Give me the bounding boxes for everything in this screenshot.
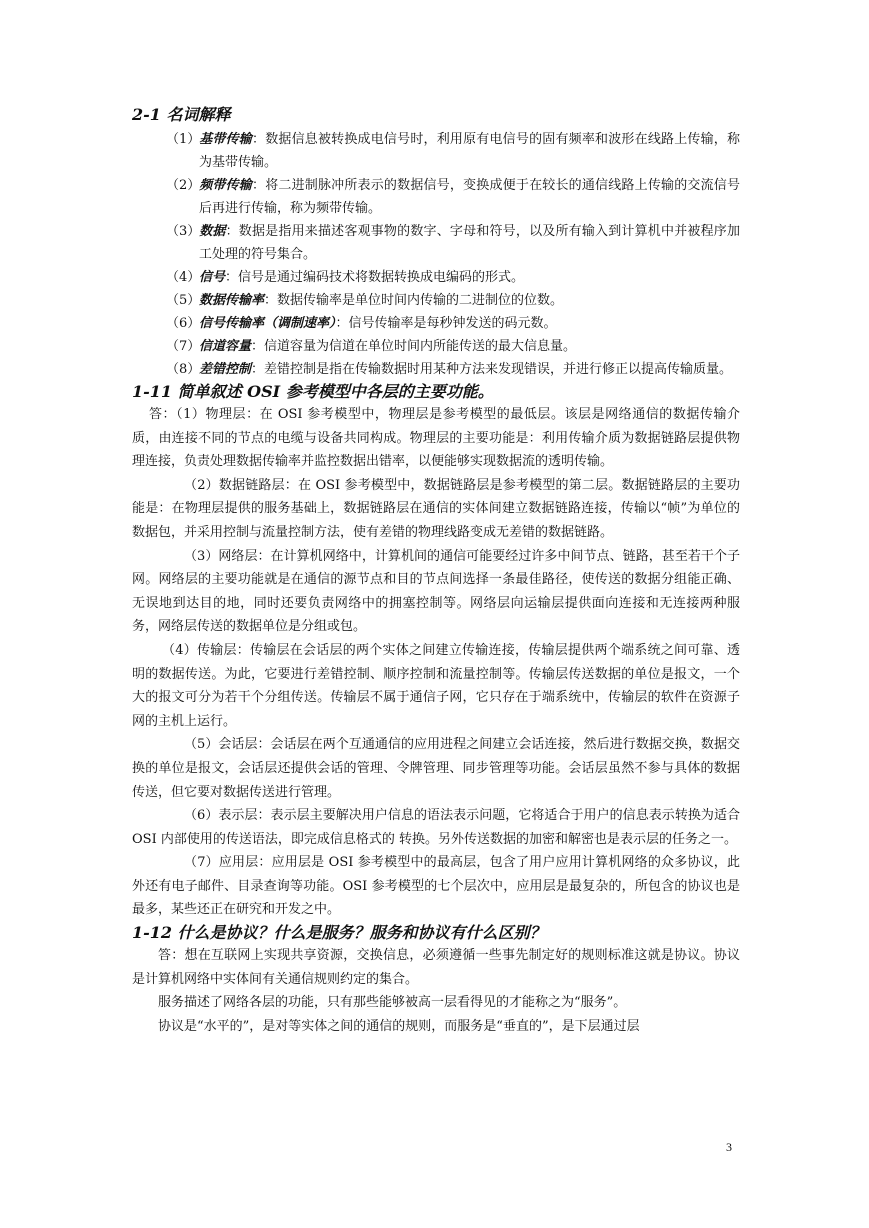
term-separator: ： [251,339,265,354]
item-number: （8） [166,362,201,377]
answer-paragraph: 答：想在互联网上实现共享资源，交换信息，必须遵循一些事先制定好的规则标准这就是协议。协议是计算机网络中实体间有关通信规则约定的集合。 [132,948,740,987]
page-number: 3 [726,1140,732,1154]
term: 数据传输率 [199,293,265,308]
definition-text: 差错控制是指在传输数据时用某种方法来发现错误，并进行修正以提高传输质量。 [264,362,733,377]
term: 信道容量 [199,339,252,354]
item-number: （2） [166,178,201,193]
item-number: （7） [166,339,201,354]
term-separator: ： [251,132,266,147]
term: 基带传输 [199,132,252,147]
answer-paragraph: （6）表示层：表示层主要解决用户信息的语法表示问题，它将适合于用户的信息表示转换为适合 OSI 内部使用的传送语法，即完成信息格式的 转换。另外传送数据的加密和解密也是表示层的任务之一。 [132,808,740,847]
definition-text: 信号传输率是每秒钟发送的码元数。 [348,316,557,331]
definition-item [132,128,740,174]
definition-item [132,358,740,381]
section-2-1-title: 2-1 名词解释 [132,105,231,124]
answer-paragraph: （3）网络层：在计算机网络中，计算机间的通信可能要经过许多中间节点、链路，甚至若干个子网。网络层的主要功能就是在通信的源节点和目的节点间选择一条最佳路径，使传送的数据分组能正确、无误地到达目的地，同时还要负责网络中的拥塞控制等。网络层向运输层提供面向连接和无连接两种服务，网络层传送的数据单位是分组或包。 [132,548,740,635]
item-number: （4） [166,270,201,285]
definition-item [132,174,740,220]
term: 差错控制 [199,362,252,377]
definition-item [132,289,740,312]
term-separator: ： [335,316,349,331]
answer-paragraph: 答：（1）物理层：在 OSI 参考模型中，物理层是参考模型的最低层。该层是网络通信的数据传输介质，由连接不同的节点的电缆与设备共同构成。物理层的主要功能是：利用传输介质为数据链路层提供物理连接，负责处理数据传输率并监控数据出错率，以便能够实现数据流的透明传输。 [132,407,740,470]
section-1-11-title: 1-11 简单叙述 OSI 参考模型中各层的主要功能。 [132,382,494,401]
item-number: （3） [166,224,201,239]
term-separator: ： [264,293,278,308]
term-separator: ： [225,224,239,239]
term-separator: ： [225,270,239,285]
definition-text: 数据信息被转换成电信号时，利用原有电信号的固有频率和波形在线路上传输，称为基带传输。 [199,132,740,170]
definition-text: 数据传输率是单位时间内传输的二进制位的位数。 [277,293,564,308]
definition-list [132,128,740,381]
answer-paragraph: （4）传输层：传输层在会话层的两个实体之间建立传输连接，传输层提供两个端系统之间可靠、透明的数据传送。为此，它要进行差错控制、顺序控制和流量控制等。传输层传送数据的单位是报文，一个大的报文可分为若干个分组传送。传输层不属于通信子网，它只存在于端系统中，传输层的软件在资源子网的主机上运行。 [132,642,740,729]
section-1-12-title: 1-12 什么是协议？什么是服务？服务和协议有什么区别？ [132,923,546,943]
term: 数据 [199,224,226,239]
definition-text: 将二进制脉冲所表示的数据信号，变换成便于在较长的通信线路上传输的交流信号后再进行传输，称为频带传输。 [199,178,740,216]
item-number: （5） [166,293,201,308]
definition-item [132,266,740,289]
answer-paragraph: （5）会话层：会话层在两个互通通信的应用进程之间建立会话连接，然后进行数据交换，数据交换的单位是报文，会话层还提供会话的管理、令牌管理、同步管理等功能。会话层虽然不参与具体的数据传送，但它要对数据传送进行管理。 [132,737,740,800]
document-page [132,104,740,1038]
answer-paragraph: （2）数据链路层：在 OSI 参考模型中，数据链路层是参考模型的第二层。数据链路层的主要功能是：在物理层提供的服务基础上，数据链路层在通信的实体间建立数据链路连接，传输以“帧”为单位的数据包，并采用控制与流量控制方法，使有差错的物理线路变成无差错的数据链路。 [132,477,740,540]
definition-item [132,220,740,266]
term-separator: ： [251,362,265,377]
term: 频带传输 [199,178,252,193]
item-number: （1） [166,132,201,147]
definition-text: 信道容量为信道在单位时间内所能传送的最大信息量。 [264,339,577,354]
definition-text: 数据是指用来描述客观事物的数字、字母和符号，以及所有输入到计算机中并被程序加工处理的符号集合。 [199,224,740,262]
term: 信号传输率（调制速率） [199,316,336,331]
answer-paragraph: （7）应用层：应用层是 OSI 参考模型中的最高层，包含了用户应用计算机网络的众多协议，此外还有电子邮件、目录查询等功能。OSI 参考模型的七个层次中，应用层是最复杂的，所包含的协议也是最多，某些还正在研究和开发之中。 [132,855,740,918]
definition-item [132,335,740,358]
answer-paragraph: 服务描述了网络各层的功能，只有那些能够被高一层看得见的才能称之为“服务”。 [158,995,627,1011]
term: 信号 [199,270,226,285]
term-separator: ： [251,178,266,193]
item-number: （6） [166,316,201,331]
answer-paragraph: 协议是“水平的”，是对等实体之间的通信的规则，而服务是“垂直的”，是下层通过层 [158,1018,640,1034]
definition-item [132,312,740,335]
definition-text: 信号是通过编码技术将数据转换成电编码的形式。 [238,270,525,285]
